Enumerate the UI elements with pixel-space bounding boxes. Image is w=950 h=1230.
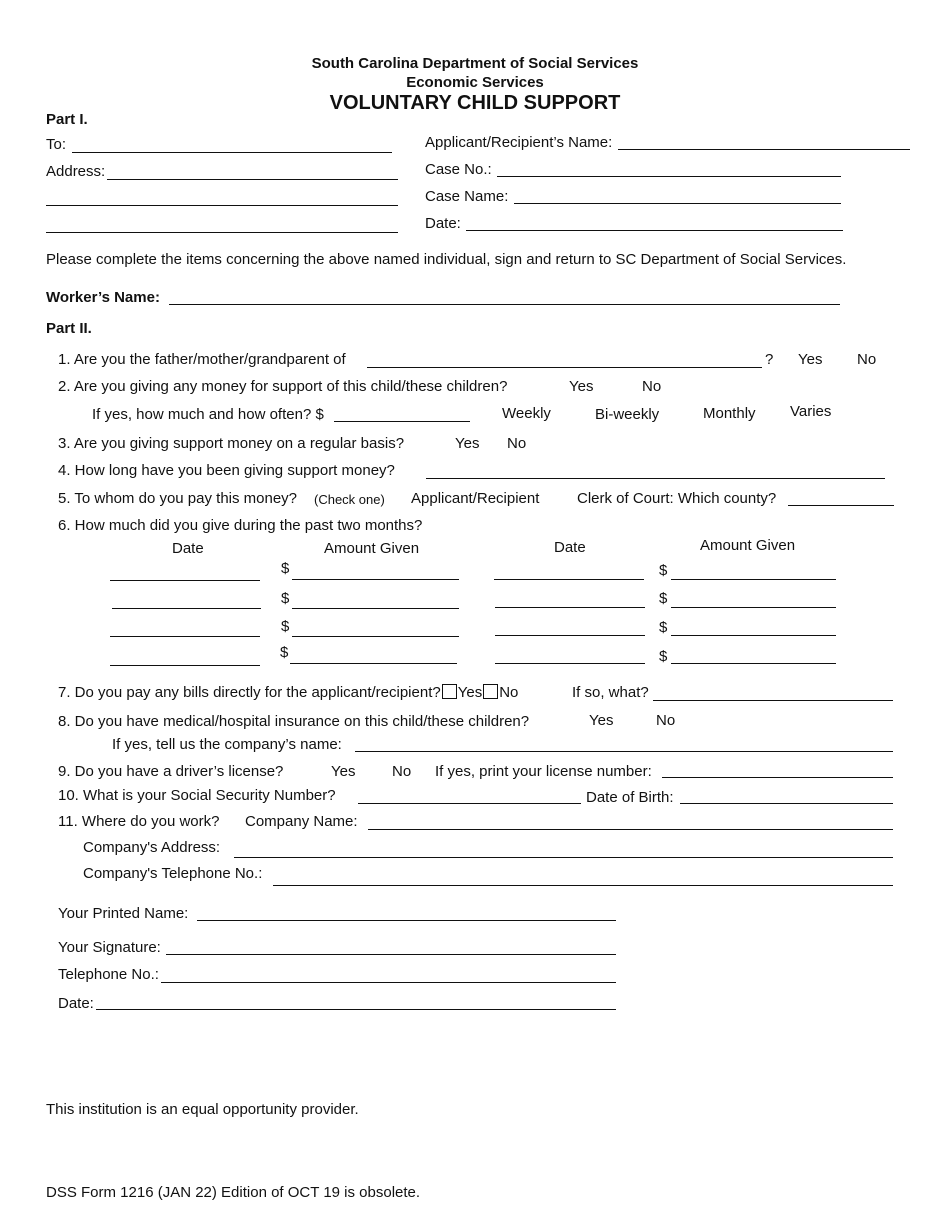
q8-followup: If yes, tell us the company’s name: bbox=[112, 736, 342, 753]
q1-no[interactable]: No bbox=[857, 351, 877, 368]
q2-amount-field[interactable] bbox=[334, 421, 470, 422]
case-no-field[interactable] bbox=[497, 176, 841, 177]
q10-dob-field[interactable] bbox=[680, 803, 893, 804]
worker-name-field[interactable] bbox=[169, 304, 840, 305]
q2-option-monthly[interactable]: Monthly bbox=[703, 405, 756, 422]
q10-ssn-field[interactable] bbox=[358, 803, 581, 804]
q10-text: 10. What is your Social Security Number? bbox=[58, 787, 336, 804]
q6-currency: $ bbox=[281, 590, 290, 607]
q11-address-field[interactable] bbox=[234, 857, 893, 858]
q6-currency: $ bbox=[281, 560, 290, 577]
agency-name: South Carolina Department of Social Services bbox=[311, 55, 639, 72]
case-no-label: Case No.: bbox=[425, 161, 492, 178]
worker-name-label: Worker’s Name: bbox=[46, 289, 160, 306]
q11-text: 11. Where do you work? bbox=[58, 813, 220, 830]
q10-dob-label: Date of Birth: bbox=[586, 789, 674, 806]
q2-option-biweekly[interactable]: Bi-weekly bbox=[595, 406, 660, 423]
q8-no[interactable]: No bbox=[656, 712, 676, 729]
q6-date-field[interactable] bbox=[495, 607, 645, 608]
part2-heading: Part II. bbox=[46, 320, 92, 337]
q1-qmark: ? bbox=[765, 351, 774, 368]
q3-yes[interactable]: Yes bbox=[455, 435, 480, 452]
q6-amount-field[interactable] bbox=[292, 608, 459, 609]
q6-currency: $ bbox=[281, 618, 290, 635]
q9-text: 9. Do you have a driver’s license? bbox=[58, 763, 284, 780]
q8-yes[interactable]: Yes bbox=[589, 712, 614, 729]
q7-bills-field[interactable] bbox=[653, 700, 893, 701]
q6-currency: $ bbox=[659, 590, 668, 607]
q6-amount-field[interactable] bbox=[671, 579, 836, 580]
q4-text: 4. How long have you been giving support money? bbox=[58, 462, 395, 479]
q2-option-varies[interactable]: Varies bbox=[790, 403, 832, 420]
signature-label: Your Signature: bbox=[58, 939, 161, 956]
printed-name-label: Your Printed Name: bbox=[58, 905, 189, 922]
address-field-2[interactable] bbox=[46, 205, 398, 206]
date-label: Date: bbox=[425, 215, 461, 232]
q9-no[interactable]: No bbox=[392, 763, 412, 780]
q9-followup: If yes, print your license number: bbox=[435, 763, 652, 780]
case-name-field[interactable] bbox=[514, 203, 841, 204]
q6-col-amount-2: Amount Given bbox=[700, 537, 796, 554]
q6-amount-field[interactable] bbox=[292, 579, 459, 580]
q6-amount-field[interactable] bbox=[671, 607, 836, 608]
q6-currency: $ bbox=[659, 619, 668, 636]
q6-amount-field[interactable] bbox=[671, 635, 836, 636]
q2-no[interactable]: No bbox=[642, 378, 662, 395]
part1-heading: Part I. bbox=[46, 111, 88, 128]
form-title: VOLUNTARY CHILD SUPPORT bbox=[329, 92, 621, 114]
q9-yes[interactable]: Yes bbox=[331, 763, 356, 780]
q9-license-field[interactable] bbox=[662, 777, 893, 778]
q1-text: 1. Are you the father/mother/grandparent of bbox=[58, 351, 346, 368]
q6-col-amount-1: Amount Given bbox=[324, 540, 420, 557]
q5-option-applicant[interactable]: Applicant/Recipient bbox=[411, 490, 540, 507]
q6-date-field[interactable] bbox=[110, 636, 260, 637]
applicant-name-field[interactable] bbox=[618, 149, 910, 150]
q6-col-date-1: Date bbox=[172, 540, 204, 557]
q11-address-label: Company's Address: bbox=[83, 839, 221, 856]
q3-no[interactable]: No bbox=[507, 435, 527, 452]
q7-followup: If so, what? bbox=[572, 684, 649, 701]
q6-amount-field[interactable] bbox=[292, 636, 459, 637]
q11-phone-label: Company's Telephone No.: bbox=[83, 865, 263, 882]
q6-date-field[interactable] bbox=[495, 635, 645, 636]
q7-text: 7. Do you pay any bills directly for the applicant/recipient? bbox=[58, 684, 441, 701]
q6-date-field[interactable] bbox=[112, 608, 261, 609]
address-label: Address: bbox=[46, 163, 106, 180]
q6-currency: $ bbox=[280, 644, 289, 661]
signature-field[interactable] bbox=[166, 954, 616, 955]
q4-field[interactable] bbox=[426, 478, 885, 479]
q6-currency: $ bbox=[659, 648, 668, 665]
q8-text: 8. Do you have medical/hospital insurance on this child/these children? bbox=[58, 713, 530, 730]
q6-currency: $ bbox=[659, 562, 668, 579]
telephone-field[interactable] bbox=[161, 982, 616, 983]
q5-hint: (Check one) bbox=[314, 492, 385, 507]
q6-date-field[interactable] bbox=[494, 579, 644, 580]
division-name: Economic Services bbox=[406, 74, 544, 91]
instructions: Please complete the items concerning the above named individual, sign and return to SC Department of Social Services. bbox=[46, 251, 847, 268]
q3-text: 3. Are you giving support money on a regular basis? bbox=[58, 435, 405, 452]
q6-amount-field[interactable] bbox=[290, 663, 457, 664]
q5-county-field[interactable] bbox=[788, 505, 894, 506]
q2-text: 2. Are you giving any money for support of this child/these children? bbox=[58, 378, 508, 395]
q11-phone-field[interactable] bbox=[273, 885, 893, 886]
q2-option-weekly[interactable]: Weekly bbox=[502, 405, 551, 422]
q11-company-label: Company Name: bbox=[245, 813, 358, 830]
q11-company-field[interactable] bbox=[368, 829, 893, 830]
q5-option-clerk[interactable]: Clerk of Court: Which county? bbox=[577, 490, 777, 507]
q6-date-field[interactable] bbox=[110, 580, 260, 581]
q6-date-field[interactable] bbox=[495, 663, 645, 664]
applicant-name-label: Applicant/Recipient’s Name: bbox=[425, 134, 613, 151]
q5-text: 5. To whom do you pay this money? bbox=[58, 490, 298, 507]
q7-yes-label: Yes bbox=[457, 684, 483, 701]
case-name-label: Case Name: bbox=[425, 188, 509, 205]
signature-date-label: Date: bbox=[58, 995, 94, 1012]
to-field[interactable] bbox=[72, 152, 392, 153]
q7-row bbox=[58, 684, 518, 701]
printed-name-field[interactable] bbox=[197, 920, 616, 921]
date-field[interactable] bbox=[466, 230, 843, 231]
q6-col-date-2: Date bbox=[554, 539, 586, 556]
q8-company-field[interactable] bbox=[355, 751, 893, 752]
equal-opportunity-notice: This institution is an equal opportunity provider. bbox=[46, 1101, 359, 1118]
q1-yes[interactable]: Yes bbox=[798, 351, 823, 368]
telephone-label: Telephone No.: bbox=[58, 966, 159, 983]
address-field-3[interactable] bbox=[46, 232, 398, 233]
q1-field[interactable] bbox=[367, 367, 762, 368]
q7-no-label: No bbox=[499, 684, 519, 701]
q2-yes[interactable]: Yes bbox=[569, 378, 594, 395]
signature-date-field[interactable] bbox=[96, 1009, 616, 1010]
to-label: To: bbox=[46, 136, 67, 153]
q6-amount-field[interactable] bbox=[671, 663, 836, 664]
address-field-1[interactable] bbox=[107, 179, 398, 180]
form-id: DSS Form 1216 (JAN 22) Edition of OCT 19 is obsolete. bbox=[46, 1184, 421, 1201]
q7-yes-checkbox[interactable] bbox=[442, 684, 457, 699]
q2-followup: If yes, how much and how often? $ bbox=[92, 406, 324, 423]
q6-text: 6. How much did you give during the past two months? bbox=[58, 517, 423, 534]
q6-date-field[interactable] bbox=[110, 665, 260, 666]
q7-no-checkbox[interactable] bbox=[483, 684, 498, 699]
